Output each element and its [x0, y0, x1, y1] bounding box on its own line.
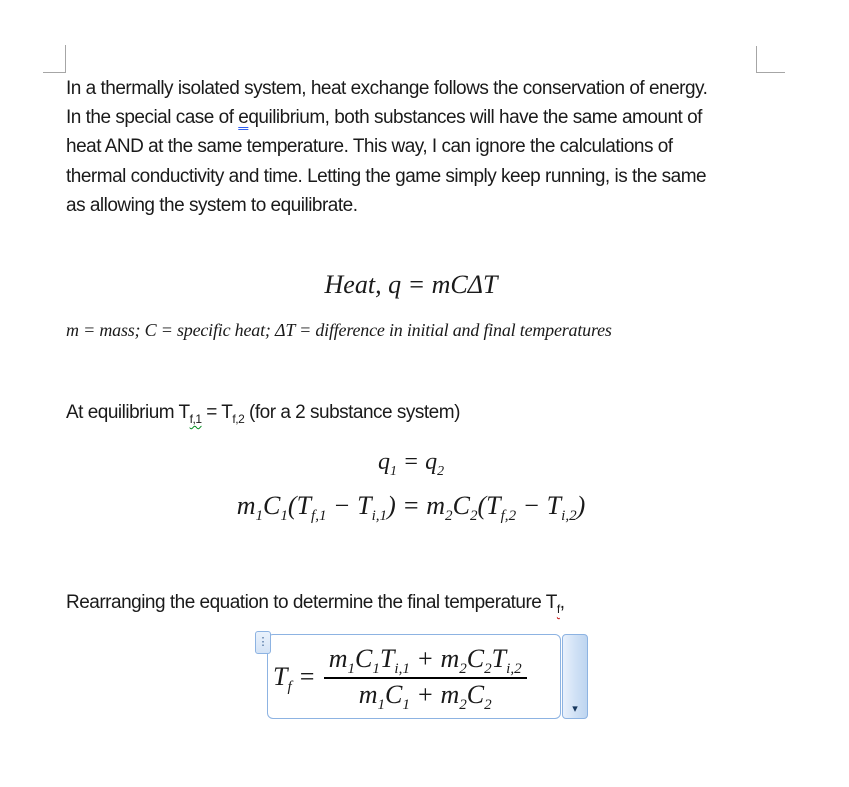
variable-definitions[interactable]: m = mass; C = specific heat; ΔT = difference in initial and final temperatures: [66, 320, 612, 340]
fraction-numerator: $m_1C_1T_{i,1} + m_2C_2T_{i,2}$: [324, 644, 527, 679]
format-consistency-mark: e: [238, 107, 249, 129]
paragraph-line[interactable]: thermal conductivity and time. Letting the game simply keep running, is the same: [66, 165, 707, 187]
paragraph-line[interactable]: In the special case of equilibrium, both substances will have the same amount of: [66, 107, 702, 129]
intro-paragraph[interactable]: [66, 74, 788, 220]
crop-mark-top-right-icon: [756, 46, 785, 73]
equation-options-dropdown[interactable]: [562, 634, 588, 719]
heat-balance-equation[interactable]: $q_1 = q_2$: [377, 449, 445, 479]
equation-fraction: [324, 643, 527, 713]
fraction-denominator: $m_1C_1 + m_2C_2$: [358, 679, 492, 713]
heat-equation[interactable]: Heat, q = mCΔT: [324, 270, 498, 299]
equation-move-handle[interactable]: [255, 631, 271, 654]
equation-content[interactable]: [267, 634, 561, 719]
final-temperature-equation-object[interactable]: [255, 631, 589, 723]
energy-balance-equation[interactable]: $m_1C_1(T_{f,1} - T_{i,1}) = m_2C_2(T_{f,2} - T_{i,2})$: [236, 491, 586, 525]
paragraph-line[interactable]: as allowing the system to equilibrate.: [66, 194, 358, 216]
equation-lhs: $T_f$ =: [273, 661, 316, 695]
paragraph-line[interactable]: heat AND at the same temperature. This way, I can ignore the calculations of: [66, 136, 673, 158]
drag-dots-icon: ⋮: [257, 636, 269, 648]
chevron-down-icon: ▾: [572, 703, 578, 715]
crop-mark-top-left-icon: [43, 45, 66, 73]
rearranging-statement[interactable]: Rearranging the equation to determine the final temperature $T_f$,: [66, 592, 565, 616]
paragraph-line[interactable]: In a thermally isolated system, heat exchange follows the conservation of energy.: [66, 78, 708, 99]
equilibrium-statement[interactable]: At equilibrium $T_{f,1} = T_{f,2}$ (for a 2 substance system): [66, 402, 460, 426]
